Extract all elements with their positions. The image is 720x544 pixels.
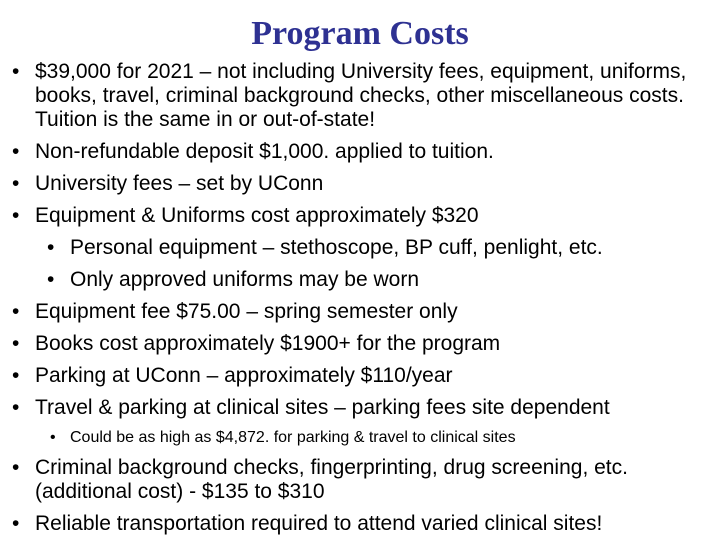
bullet-marker: •	[47, 268, 55, 291]
bullet-marker: •	[12, 140, 20, 163]
bullet-item-transportation	[0, 512, 720, 536]
bullet-marker: •	[12, 456, 20, 479]
bullet-item-books	[0, 332, 720, 356]
bullet-marker: •	[12, 60, 20, 83]
bullet-marker: •	[12, 332, 20, 355]
bullet-text: Non-refundable deposit $1,000. applied to tuition.	[35, 140, 494, 163]
bullet-list	[0, 60, 720, 544]
bullet-item-tuition	[0, 60, 720, 132]
bullet-item-travel-parking	[0, 396, 720, 420]
bullet-text: Personal equipment – stethoscope, BP cuff, penlight, etc.	[70, 236, 603, 259]
bullet-text: Equipment fee $75.00 – spring semester only	[35, 300, 458, 323]
bullet-text: University fees – set by UConn	[35, 172, 324, 195]
bullet-item-deposit	[0, 140, 720, 164]
bullet-marker: •	[12, 300, 20, 323]
bullet-text: Equipment & Uniforms cost approximately $320	[35, 204, 479, 227]
bullet-marker: •	[12, 396, 20, 419]
sub-bullet-personal-equipment	[0, 236, 720, 260]
bullet-text: Could be as high as $4,872. for parking & travel to clinical sites	[70, 429, 516, 446]
bullet-marker: •	[12, 512, 20, 535]
sub-bullet-approved-uniforms	[0, 268, 720, 292]
bullet-item-equipment-uniforms	[0, 204, 720, 228]
page-title: Program Costs	[251, 15, 469, 52]
bullet-text: $39,000 for 2021 – not including University fees, equipment, uniforms, books, travel, criminal background checks, other miscellaneous costs. Tuition is the same in or out-of-state!	[35, 60, 687, 131]
bullet-text: Books cost approximately $1900+ for the program	[35, 332, 501, 355]
sub-bullet-travel-cost	[0, 428, 720, 448]
bullet-text: Travel & parking at clinical sites – parking fees site dependent	[35, 396, 610, 419]
bullet-item-parking-uconn	[0, 364, 720, 388]
bullet-marker: •	[12, 204, 20, 227]
bullet-text: Only approved uniforms may be worn	[70, 268, 419, 291]
bullet-text: Reliable transportation required to attend varied clinical sites!	[35, 512, 603, 535]
bullet-item-equipment-fee	[0, 300, 720, 324]
bullet-marker: •	[12, 172, 20, 195]
bullet-marker: •	[12, 364, 20, 387]
bullet-item-university-fees	[0, 172, 720, 196]
bullet-item-background-checks	[0, 456, 720, 504]
bullet-marker: •	[50, 429, 56, 446]
bullet-text: Criminal background checks, fingerprinting, drug screening, etc.(additional cost) - $135 to $310	[35, 456, 628, 503]
bullet-text: Parking at UConn – approximately $110/year	[35, 364, 453, 387]
bullet-marker: •	[47, 236, 55, 259]
